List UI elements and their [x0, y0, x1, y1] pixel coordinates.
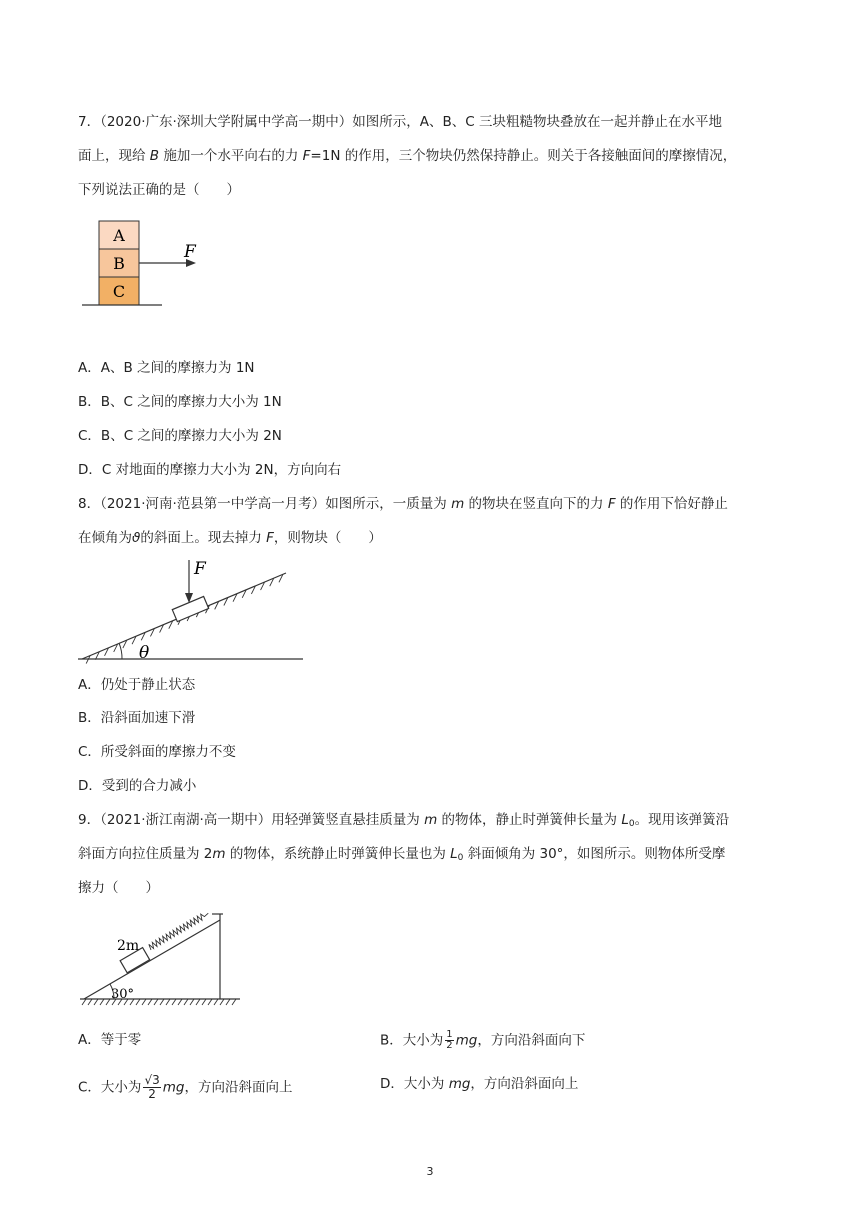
- q9-figure: [80, 908, 250, 1008]
- q7-option-c: C．B、C 之间的摩擦力大小为 2N: [78, 428, 282, 444]
- q8-stem-line1: 8．（2021·河南·范县第一中学高一月考）如图所示，一质量为 m 的物块在竖直向下的力 F 的作用下恰好静止: [78, 496, 728, 512]
- q7-stem-line2: 面上，现给 B 施加一个水平向右的力 F=1N 的作用，三个物块仍然保持静止。则关于各接触面间的摩擦情况，: [78, 148, 737, 164]
- q8-option-a: A．仍处于静止状态: [78, 677, 196, 693]
- block-c-label: C: [112, 282, 126, 301]
- fraction-sqrt3-half: $\frac{√3}{2}$: [144, 1073, 160, 1101]
- q8-option-c: C．所受斜面的摩擦力不变: [78, 744, 236, 760]
- angle-arc: [119, 643, 122, 659]
- ground-hatching: [82, 999, 236, 1005]
- q7-stem-line3: 下列说法正确的是（ ）: [78, 182, 240, 198]
- q7-figure: [82, 215, 212, 310]
- block: [172, 596, 208, 621]
- q9-stem-line3: 擦力（ ）: [78, 880, 159, 896]
- q8-option-d: D．受到的合力减小: [78, 778, 197, 794]
- q9-option-a: A．等于零: [78, 1032, 142, 1048]
- q9-option-b: B．大小为 $\frac{1}{2}$ mg，方向沿斜面向下: [380, 1029, 586, 1051]
- q9-stem-line1: 9．（2021·浙江南湖·高一期中）用轻弹簧竖直悬挂质量为 m 的物体，静止时弹簧伸长量为 $L_0$。现用该弹簧沿: [78, 812, 730, 829]
- force-label: F: [184, 242, 196, 262]
- q8-stem-line2: 在倾角为ϑ的斜面上。现去掉力 F，则物块（ ）: [78, 530, 382, 546]
- angle-label: 30°: [111, 987, 135, 1002]
- block-a-label: A: [113, 226, 125, 245]
- q8-figure: [78, 557, 308, 665]
- q9-option-d: D．大小为 mg，方向沿斜面向上: [380, 1076, 579, 1092]
- q9-stem-line2: 斜面方向拉住质量为 2m 的物体，系统静止时弹簧伸长量也为 $L_0$ 斜面倾角为 30°，如图所示。则物体所受摩: [78, 846, 726, 863]
- q7-option-a: A．A、B 之间的摩擦力为 1N: [78, 360, 255, 376]
- q7-option-b: B．B、C 之间的摩擦力大小为 1N: [78, 394, 282, 410]
- incline-surface: [84, 920, 220, 999]
- angle-label: θ: [139, 643, 150, 663]
- block-b-label: B: [113, 254, 125, 273]
- force-label: F: [194, 559, 206, 579]
- mass-label: 2m: [117, 938, 140, 954]
- page-number: 3: [426, 1165, 434, 1178]
- fraction-one-half: $\frac{1}{2}$: [446, 1029, 453, 1051]
- q7-option-d: D．C 对地面的摩擦力大小为 2N，方向向右: [78, 462, 342, 478]
- q9-option-c: C．大小为 $\frac{√3}{2}$ mg，方向沿斜面向上: [78, 1073, 293, 1101]
- q8-option-b: B．沿斜面加速下滑: [78, 710, 196, 726]
- q7-stem-line1: 7．（2020·广东·深圳大学附属中学高一期中）如图所示，A、B、C 三块粗糙物块叠放在一起并静止在水平地: [78, 114, 722, 130]
